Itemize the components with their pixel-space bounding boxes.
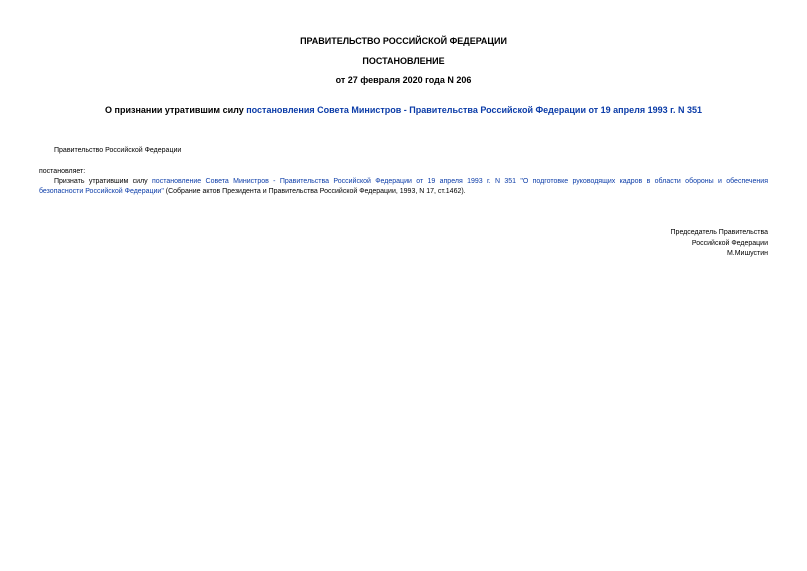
- document-title: [0, 105, 807, 116]
- resolution-paragraph: [39, 177, 768, 197]
- title-prefix: О признании утратившим силу: [105, 105, 247, 115]
- signatory-position-line-2: Российской Федерации: [691, 239, 768, 247]
- paragraph-line-2: [39, 187, 768, 197]
- document-date-number: от 27 февраля 2020 года N 206: [335, 75, 472, 85]
- paragraph-tail: (Собрание актов Президента и Правительства Российской Федерации, 1993, N 17, ст.1462).: [163, 188, 466, 195]
- signatory-name: М.Мишустин: [726, 250, 768, 257]
- signatory-position-line-1: Председатель Правительства: [670, 229, 768, 236]
- resolves-text: постановляет:: [39, 168, 86, 175]
- paragraph-reference-link[interactable]: постановление Совета Министров - Правительства Российской Федерации от 19 апреля 1993 г. N 351 "О подготовке руководящих кадров в области обороны и обеспечения: [152, 178, 768, 185]
- document-type-heading: ПОСТАНОВЛЕНИЕ: [362, 56, 445, 66]
- paragraph-line-1: [39, 177, 768, 187]
- title-reference-link[interactable]: постановления Совета Министров - Правительства Российской Федерации от 19 апреля 1993 г. N 351: [246, 105, 702, 115]
- preamble-text: Правительство Российской Федерации: [54, 147, 182, 154]
- paragraph-reference-link-continued[interactable]: безопасности Российской Федерации": [39, 188, 164, 195]
- signature-block: [671, 228, 768, 260]
- paragraph-lead: Признать утратившим силу: [54, 178, 153, 185]
- issuer-heading: ПРАВИТЕЛЬСТВО РОССИЙСКОЙ ФЕДЕРАЦИИ: [300, 36, 507, 46]
